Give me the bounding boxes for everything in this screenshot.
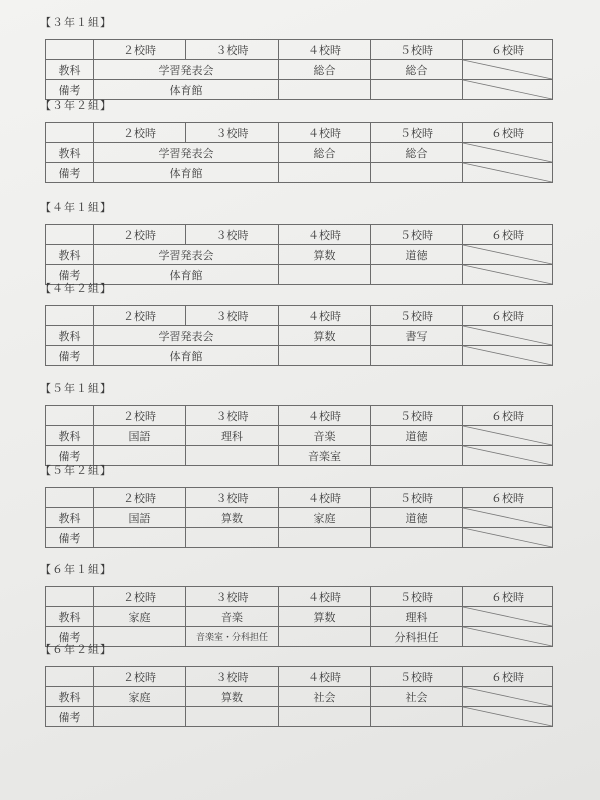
period-header: ６校時 — [463, 123, 553, 143]
no-class-slash-cell — [463, 326, 553, 346]
row-label: 教科 — [46, 607, 94, 627]
note-cell: 体育館 — [94, 80, 279, 100]
note-cell: 体育館 — [94, 265, 279, 285]
row-label: 備考 — [46, 265, 94, 285]
period-header: ３校時 — [186, 225, 279, 245]
period-header: ６校時 — [463, 40, 553, 60]
period-header: ６校時 — [463, 225, 553, 245]
period-header: ６校時 — [463, 406, 553, 426]
subject-cell: 家庭 — [94, 687, 186, 707]
period-header: ２校時 — [94, 587, 186, 607]
no-class-slash-cell — [463, 508, 553, 528]
subject-cell: 社会 — [279, 687, 371, 707]
no-class-slash-cell — [463, 245, 553, 265]
subject-cell: 社会 — [371, 687, 463, 707]
no-class-slash-cell — [463, 60, 553, 80]
class-title: 【４年２組】 — [40, 282, 112, 295]
period-header: ３校時 — [186, 406, 279, 426]
diagonal-slash-icon — [463, 80, 552, 99]
subject-cell: 道徳 — [371, 508, 463, 528]
subject-row — [46, 687, 553, 707]
diagonal-slash-icon — [463, 446, 552, 465]
row-label: 教科 — [46, 326, 94, 346]
subject-cell: 総合 — [279, 143, 371, 163]
note-cell — [371, 265, 463, 285]
subject-row — [46, 607, 553, 627]
note-row — [46, 446, 553, 466]
note-cell — [279, 627, 371, 647]
diagonal-slash-icon — [463, 607, 552, 626]
corner-cell — [46, 406, 94, 426]
note-row — [46, 265, 553, 285]
diagonal-slash-icon — [463, 528, 552, 547]
no-class-slash-cell — [463, 163, 553, 183]
diagonal-slash-icon — [463, 687, 552, 706]
note-cell: 音楽室・分科担任 — [186, 627, 279, 647]
period-header: ６校時 — [463, 488, 553, 508]
period-header: ２校時 — [94, 667, 186, 687]
subject-cell: 総合 — [371, 143, 463, 163]
period-header: ４校時 — [279, 123, 371, 143]
subject-cell: 算数 — [186, 508, 279, 528]
period-header: ６校時 — [463, 306, 553, 326]
diagonal-slash-icon — [463, 508, 552, 527]
note-row — [46, 627, 553, 647]
header-row — [46, 40, 553, 60]
note-cell — [279, 265, 371, 285]
subject-cell: 音楽 — [186, 607, 279, 627]
row-label: 教科 — [46, 508, 94, 528]
subject-cell: 算数 — [279, 326, 371, 346]
subject-cell: 音楽 — [279, 426, 371, 446]
note-row — [46, 80, 553, 100]
subject-cell: 書写 — [371, 326, 463, 346]
subject-cell: 道徳 — [371, 245, 463, 265]
period-header: ４校時 — [279, 40, 371, 60]
subject-cell: 家庭 — [94, 607, 186, 627]
period-header: ２校時 — [94, 306, 186, 326]
diagonal-slash-icon — [463, 326, 552, 345]
subject-row — [46, 326, 553, 346]
diagonal-slash-icon — [463, 163, 552, 182]
timetable-table — [45, 586, 553, 647]
no-class-slash-cell — [463, 528, 553, 548]
subject-cell: 算数 — [279, 245, 371, 265]
period-header: ４校時 — [279, 488, 371, 508]
diagonal-slash-icon — [463, 627, 552, 646]
period-header: ３校時 — [186, 306, 279, 326]
corner-cell — [46, 123, 94, 143]
row-label: 教科 — [46, 426, 94, 446]
row-label: 教科 — [46, 143, 94, 163]
row-label: 備考 — [46, 446, 94, 466]
subject-row — [46, 60, 553, 80]
subject-cell: 算数 — [186, 687, 279, 707]
subject-cell: 学習発表会 — [94, 326, 279, 346]
subject-cell: 学習発表会 — [94, 143, 279, 163]
corner-cell — [46, 40, 94, 60]
diagonal-slash-icon — [463, 60, 552, 79]
no-class-slash-cell — [463, 607, 553, 627]
note-cell — [279, 80, 371, 100]
note-cell — [371, 346, 463, 366]
note-row — [46, 528, 553, 548]
subject-cell: 総合 — [279, 60, 371, 80]
period-header: ２校時 — [94, 488, 186, 508]
header-row — [46, 488, 553, 508]
note-cell — [94, 528, 186, 548]
subject-row — [46, 426, 553, 446]
row-label: 教科 — [46, 60, 94, 80]
no-class-slash-cell — [463, 346, 553, 366]
note-cell — [371, 446, 463, 466]
note-row — [46, 163, 553, 183]
row-label: 教科 — [46, 687, 94, 707]
period-header: ３校時 — [186, 488, 279, 508]
timetable-table — [45, 666, 553, 727]
header-row — [46, 306, 553, 326]
no-class-slash-cell — [463, 426, 553, 446]
subject-cell: 理科 — [371, 607, 463, 627]
period-header: ５校時 — [371, 306, 463, 326]
period-header: ４校時 — [279, 406, 371, 426]
corner-cell — [46, 488, 94, 508]
period-header: ２校時 — [94, 406, 186, 426]
note-row — [46, 707, 553, 727]
subject-row — [46, 245, 553, 265]
header-row — [46, 667, 553, 687]
note-cell — [279, 528, 371, 548]
timetable-table — [45, 405, 553, 466]
no-class-slash-cell — [463, 265, 553, 285]
subject-cell: 算数 — [279, 607, 371, 627]
period-header: ５校時 — [371, 667, 463, 687]
subject-cell: 道徳 — [371, 426, 463, 446]
period-header: ２校時 — [94, 225, 186, 245]
note-cell — [279, 707, 371, 727]
period-header: ３校時 — [186, 123, 279, 143]
note-cell: 体育館 — [94, 346, 279, 366]
subject-cell: 理科 — [186, 426, 279, 446]
period-header: ３校時 — [186, 587, 279, 607]
note-cell — [94, 707, 186, 727]
class-title: 【６年１組】 — [40, 563, 112, 576]
period-header: ４校時 — [279, 587, 371, 607]
note-cell — [186, 707, 279, 727]
diagonal-slash-icon — [463, 346, 552, 365]
period-header: ６校時 — [463, 587, 553, 607]
period-header: ４校時 — [279, 306, 371, 326]
row-label: 備考 — [46, 346, 94, 366]
row-label: 備考 — [46, 528, 94, 548]
no-class-slash-cell — [463, 80, 553, 100]
note-cell — [371, 528, 463, 548]
corner-cell — [46, 306, 94, 326]
period-header: ５校時 — [371, 406, 463, 426]
row-label: 備考 — [46, 627, 94, 647]
period-header: ２校時 — [94, 40, 186, 60]
note-cell — [279, 346, 371, 366]
no-class-slash-cell — [463, 143, 553, 163]
subject-row — [46, 143, 553, 163]
note-cell — [371, 80, 463, 100]
diagonal-slash-icon — [463, 707, 552, 726]
timetable-table — [45, 122, 553, 183]
period-header: ６校時 — [463, 667, 553, 687]
row-label: 教科 — [46, 245, 94, 265]
header-row — [46, 406, 553, 426]
class-title: 【３年１組】 — [40, 16, 112, 29]
diagonal-slash-icon — [463, 245, 552, 264]
row-label: 備考 — [46, 80, 94, 100]
note-cell — [279, 163, 371, 183]
subject-cell: 学習発表会 — [94, 245, 279, 265]
subject-cell: 国語 — [94, 426, 186, 446]
corner-cell — [46, 587, 94, 607]
period-header: ４校時 — [279, 225, 371, 245]
class-title: 【５年２組】 — [40, 464, 112, 477]
no-class-slash-cell — [463, 627, 553, 647]
class-title: 【３年２組】 — [40, 99, 112, 112]
corner-cell — [46, 225, 94, 245]
subject-cell: 国語 — [94, 508, 186, 528]
row-label: 備考 — [46, 163, 94, 183]
no-class-slash-cell — [463, 687, 553, 707]
subject-cell: 総合 — [371, 60, 463, 80]
header-row — [46, 123, 553, 143]
note-cell — [371, 707, 463, 727]
corner-cell — [46, 667, 94, 687]
class-title: 【４年１組】 — [40, 201, 112, 214]
period-header: ２校時 — [94, 123, 186, 143]
subject-cell: 学習発表会 — [94, 60, 279, 80]
no-class-slash-cell — [463, 446, 553, 466]
period-header: ５校時 — [371, 123, 463, 143]
period-header: ５校時 — [371, 587, 463, 607]
subject-cell: 家庭 — [279, 508, 371, 528]
subject-row — [46, 508, 553, 528]
diagonal-slash-icon — [463, 143, 552, 162]
no-class-slash-cell — [463, 707, 553, 727]
note-cell: 音楽室 — [279, 446, 371, 466]
note-cell: 分科担任 — [371, 627, 463, 647]
timetable-table — [45, 487, 553, 548]
period-header: ３校時 — [186, 40, 279, 60]
header-row — [46, 587, 553, 607]
class-title: 【６年２組】 — [40, 643, 112, 656]
note-cell: 体育館 — [94, 163, 279, 183]
timetable-table — [45, 224, 553, 285]
note-cell — [371, 163, 463, 183]
timetable-table — [45, 305, 553, 366]
period-header: ３校時 — [186, 667, 279, 687]
period-header: ５校時 — [371, 488, 463, 508]
diagonal-slash-icon — [463, 265, 552, 284]
header-row — [46, 225, 553, 245]
timetable-table — [45, 39, 553, 100]
class-title: 【５年１組】 — [40, 382, 112, 395]
row-label: 備考 — [46, 707, 94, 727]
diagonal-slash-icon — [463, 426, 552, 445]
period-header: ５校時 — [371, 225, 463, 245]
period-header: ４校時 — [279, 667, 371, 687]
period-header: ５校時 — [371, 40, 463, 60]
note-cell — [186, 528, 279, 548]
note-row — [46, 346, 553, 366]
note-cell — [186, 446, 279, 466]
